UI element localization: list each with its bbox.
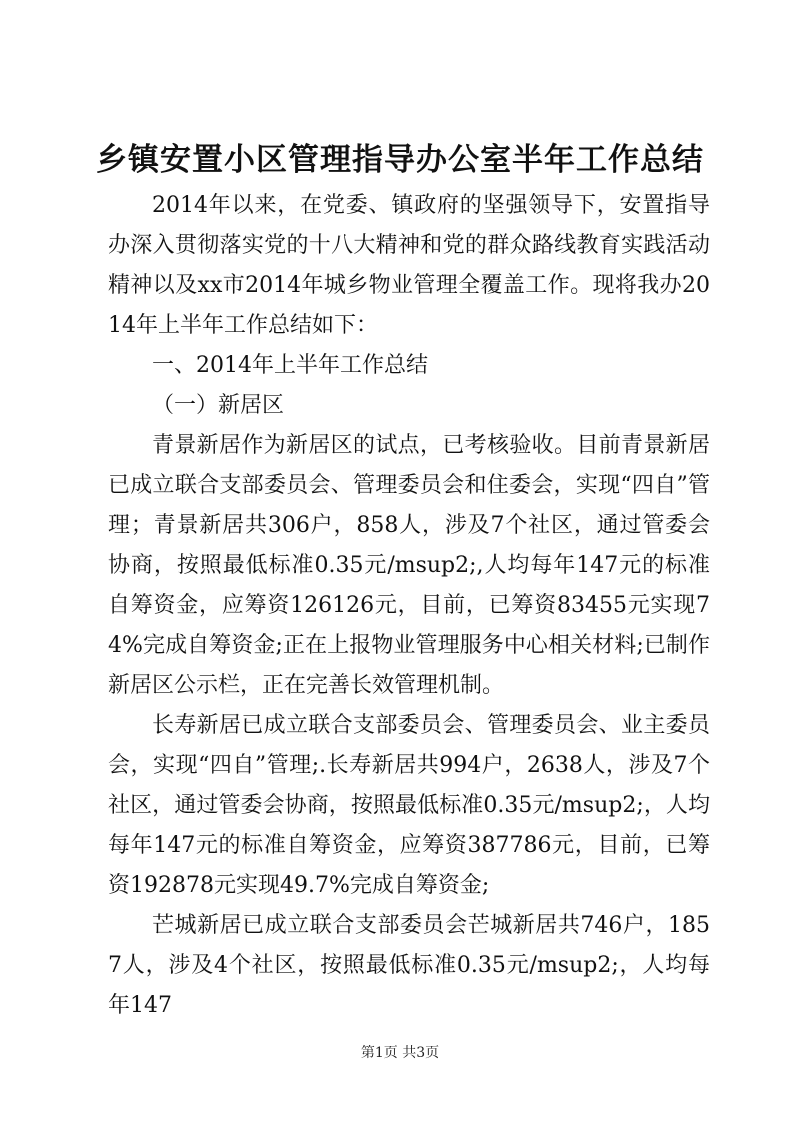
mangcheng-paragraph: 芒城新居已成立联合支部委员会芒城新居共746户，1857人，涉及4个社区，按照最低标准0.35元/msup2;，人均每年147 xyxy=(108,913,710,1018)
document-body xyxy=(108,186,710,1026)
subsection-heading: （一）新居区 xyxy=(152,393,285,418)
section-heading: 一、2014年上半年工作总结 xyxy=(152,353,428,378)
document-title: 乡镇安置小区管理指导办公室半年工作总结 xyxy=(96,142,704,178)
changshou-paragraph: 长寿新居已成立联合支部委员会、管理委员会、业主委员会，实现“四自”管理;.长寿新居共994户，2638人，涉及7个社区，通过管委会协商，按照最低标准0.35元/msup2;，人均每年147元的标准自筹资金，应筹资387786元，目前，已筹资192878元实现49.7%完成自筹资金; xyxy=(108,713,710,898)
page-footer: 第1页 共3页 xyxy=(360,1045,440,1061)
qingjing-paragraph: 青景新居作为新居区的试点，已考核验收。目前青景新居已成立联合支部委员会、管理委员会和住委会，实现“四自”管理；青景新居共306户，858人，涉及7个社区，通过管委会协商，按照最低标准0.35元/msup2;,人均每年147元的标准自筹资金，应筹资126126元，目前，已筹资83455元实现74%完成自筹资金;正在上报物业管理服务中心相关材料;已制作新居区公示栏，正在完善长效管理机制。 xyxy=(108,433,710,698)
intro-paragraph: 2014年以来，在党委、镇政府的坚强领导下，安置指导办深入贯彻落实党的十八大精神和党的群众路线教育实践活动精神以及xx市2014年城乡物业管理全覆盖工作。现将我办2014年上半年工作总结如下： xyxy=(108,193,710,338)
